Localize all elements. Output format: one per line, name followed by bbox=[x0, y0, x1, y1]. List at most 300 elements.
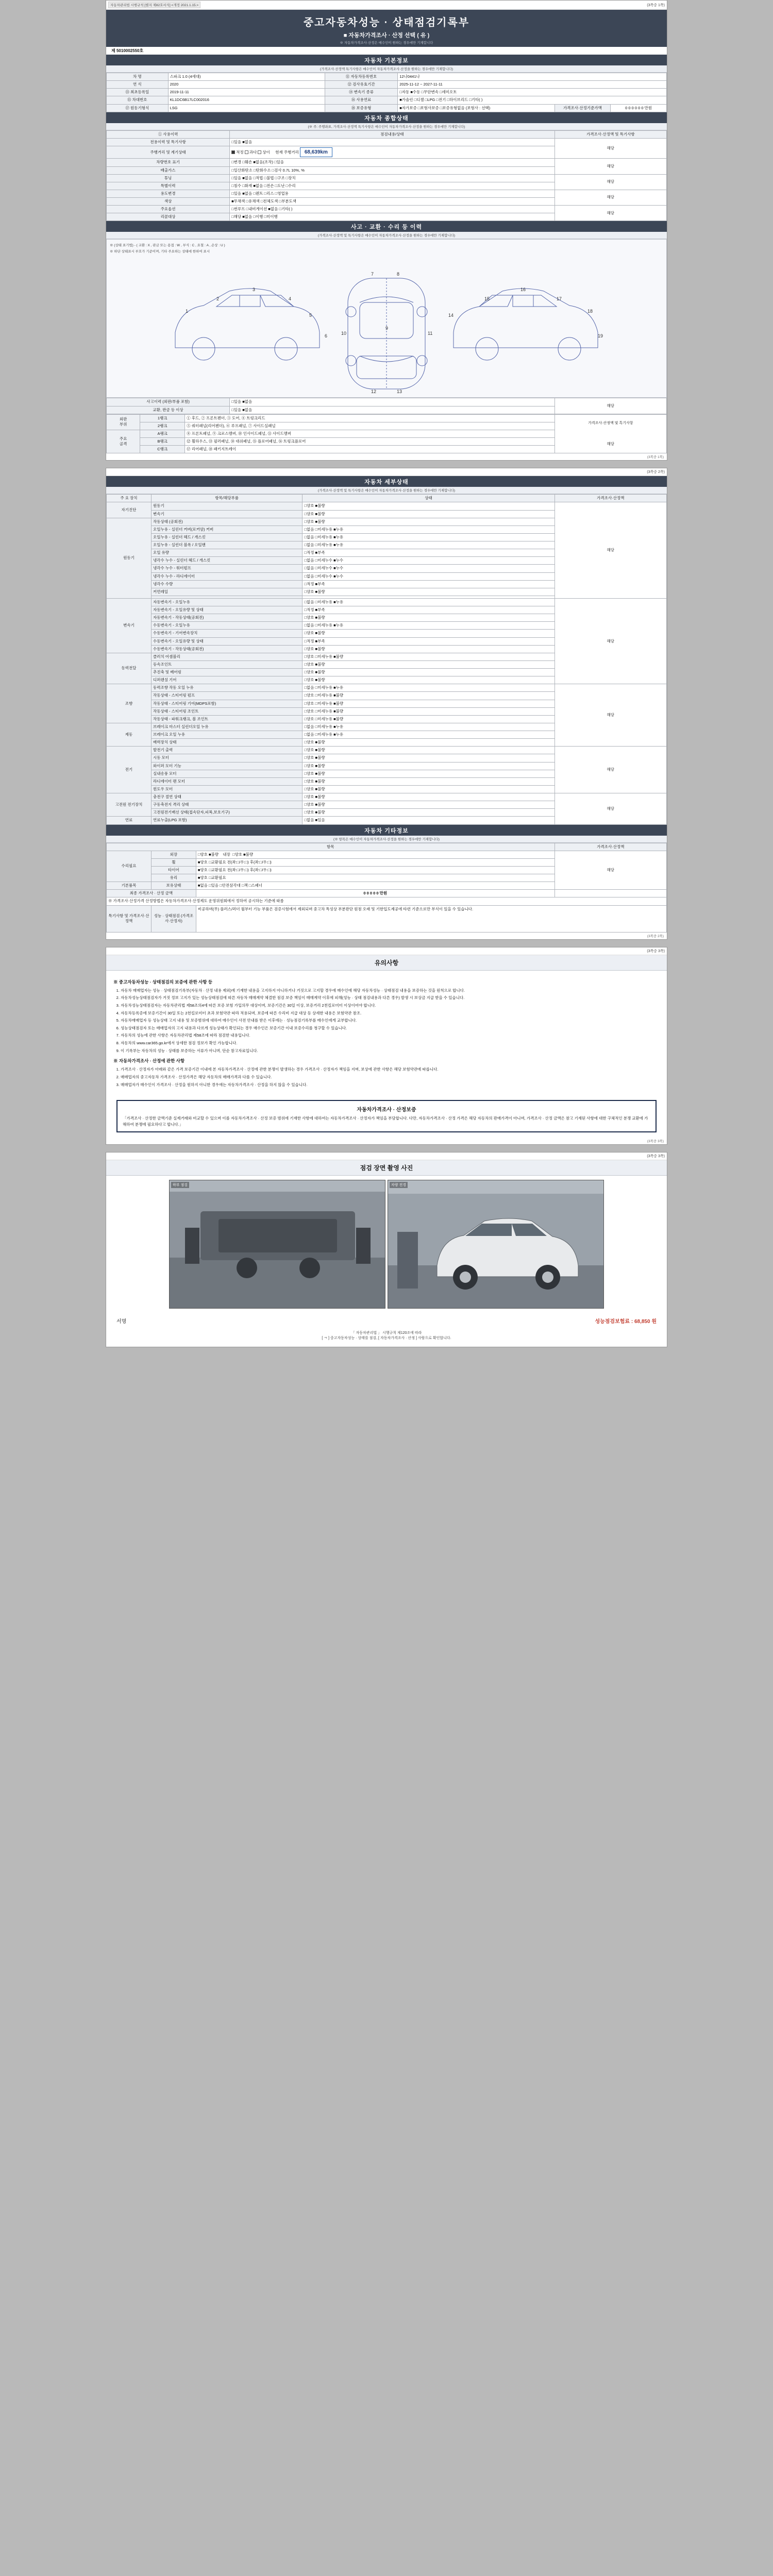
field-label: ⑱ 보증유형 bbox=[325, 104, 397, 112]
col-header: 항목 bbox=[107, 843, 555, 851]
footer-line-2: [ ㅋ ] 중고자동차성능 · 상태를 점검, [ 자동차가격조사 · 산정 ] 사람으로 확인합니다. bbox=[322, 1336, 451, 1341]
item-state: □양호 ■불량 bbox=[303, 777, 554, 785]
table-row bbox=[107, 502, 667, 510]
item-label: 오일누유 - 실린더 커버(로커암) 커버 bbox=[151, 526, 302, 533]
page2-header-strip bbox=[106, 468, 667, 476]
signature-label: 서명 bbox=[116, 1318, 127, 1325]
parts-note-header: 가격조사·산정액 및 특기사항 bbox=[588, 421, 633, 426]
group-label: 외판 부위 bbox=[107, 414, 140, 430]
field-value: LSG bbox=[168, 104, 325, 112]
row-label: 용도변경 bbox=[107, 190, 230, 197]
rank-label: C랭크 bbox=[140, 446, 185, 453]
item-state: □양호 ■불량 bbox=[303, 809, 554, 817]
item-state: □양호 □미세누유 ■불량 bbox=[303, 692, 554, 700]
rank-label: A랭크 bbox=[140, 430, 185, 437]
page2-footer: (3쪽중 2쪽) bbox=[647, 934, 664, 938]
item-label: 원동기 bbox=[151, 502, 302, 510]
guarantee-text: 「가격조사 · 산정한 금액기준 실제거래와 비교할 수 있으며 이를 자동차가격조사 · 산정 보증 범위에 기재한 사항에 대하여는 자동차가격조사 · 산정자가 책임을 부담합니다. 다만, 자동차가격조사 · 산정 가격은 해당 자동차의 판매가격이 아니며, 가격조사 · 산정 금액은 참고 기재된 사항에 대한 구체적인 분쟁 교환에 가해하여 분쟁에 필요하다고 합니다.」 bbox=[123, 1116, 648, 1127]
item-state: □양호 ■불량 bbox=[303, 739, 554, 747]
overall-table bbox=[106, 130, 667, 222]
item-label: 고전원전기배선 상태(접속단자,피복,보호기구) bbox=[151, 809, 302, 817]
row-note: 해당 bbox=[554, 398, 666, 414]
etc-exterior-value: □양호 ■불량 bbox=[197, 852, 219, 857]
item-label: 작동상태 - 스티어링 기어(MDPS포함) bbox=[151, 700, 302, 707]
item-state: □없음 □미세누유 ■누유 bbox=[303, 723, 554, 731]
field-value: 0 0 0 0 0 0 만원 bbox=[611, 104, 667, 112]
table-row bbox=[107, 81, 667, 89]
item-state: □없음 □미세누유 ■누유 bbox=[303, 684, 554, 692]
photo-label: 차량 전경 bbox=[390, 1182, 408, 1188]
etc-interior-label: 내장 bbox=[223, 852, 230, 857]
list-item: 1. 자동차 매매업자는 성능 · 상태점검기록부(자동차 · 산정 내용 제외)에 기재한 내용을 고지하지 아니하거나 거짓으로 고지할 경우에 매수인에 해당 자동차성능 · 상태점검 내용을 보증하는 것을 원칙으로 합니다. bbox=[121, 988, 660, 994]
item-state: □양호 ■불량 bbox=[303, 510, 554, 518]
item-state: ■없음 □있음 □안전삼각대 □잭 □스패너 bbox=[196, 882, 554, 890]
row-note: 해당 bbox=[554, 206, 666, 221]
page3-number: (3쪽중 3쪽) bbox=[647, 949, 665, 953]
item-state: □양호 ■불량 bbox=[303, 801, 554, 809]
group-label: 수리필요 bbox=[107, 851, 152, 882]
col-header: 주 요 장치 bbox=[107, 495, 152, 502]
item-label: 냉각수 누수 - 워터펌프 bbox=[151, 565, 302, 572]
row-label: 전용이력 및 특기사항 bbox=[107, 138, 230, 146]
item-state: □없음 ■있음 bbox=[303, 817, 554, 824]
field-value: 스파크 1.0 (4세대) bbox=[168, 73, 325, 81]
item-label: 배력장치 상태 bbox=[151, 739, 302, 747]
item-label: 작동상태 - 스티어링 펌프 bbox=[151, 692, 302, 700]
document-number-value: 5010002550호 bbox=[116, 48, 144, 53]
notice-list-1 bbox=[121, 988, 660, 1054]
item-state: □없음 □미세누유 ■누유 bbox=[303, 526, 554, 533]
table-row bbox=[107, 138, 667, 146]
item-state: □양호 □미세누유 ■불량 bbox=[303, 715, 554, 723]
parts-rank-table bbox=[106, 414, 667, 454]
col-header: 가격조사·산정액 및 특기사항 bbox=[554, 130, 666, 138]
car-diagram-svg bbox=[155, 255, 618, 394]
inspection-fee bbox=[595, 1317, 657, 1325]
notice-section2-title: ※ 자동차가격조사 · 산정에 관한 사항 bbox=[113, 1058, 185, 1064]
group-label: 변속기 bbox=[107, 598, 152, 653]
section-basic-info-subheader: (가격조사·산정액 특기사항은 매수인이 자동차가격조사·산정을 원하는 경우에만 기재합니다) bbox=[106, 65, 667, 73]
page-number: (3쪽중 1쪽) bbox=[647, 3, 665, 7]
item-label: 라디에이터 팬 모터 bbox=[151, 777, 302, 785]
item-label: 구동축전지 격리 상태 bbox=[151, 801, 302, 809]
group-note: 해당 bbox=[554, 747, 666, 793]
row-note: 해당 bbox=[554, 190, 666, 205]
footer-line-1: 「 자동차관리법 」 시행규칙 제120조에 따라 bbox=[351, 1331, 422, 1335]
table-row bbox=[107, 905, 667, 932]
total-value: 0 0 0 0 0 만원 bbox=[196, 890, 554, 897]
group-label: 제동 bbox=[107, 723, 152, 746]
row-label: 차량번호 표기 bbox=[107, 159, 230, 166]
group-label: 자기진단 bbox=[107, 502, 152, 518]
item-label: 충전구 절연 상태 bbox=[151, 793, 302, 801]
group-label: 전기 bbox=[107, 747, 152, 793]
item-label: 휠 bbox=[151, 858, 196, 866]
field-label: ⑰ 원동기형식 bbox=[107, 104, 169, 112]
section-detail-subheader: (가격조사·산정액 및 특기사항은 매수인이 자동차가격조사·산정을 원하는 경우에만 기재합니다) bbox=[106, 487, 667, 494]
svg-text:15: 15 bbox=[484, 296, 490, 302]
photo-grid bbox=[106, 1176, 667, 1313]
col-header: 항목/해당부품 bbox=[151, 495, 302, 502]
row-content: □썬루프 □내비게이션 ■없음 □기타( ) bbox=[230, 206, 554, 213]
item-state: ■양호 □교환필요 bbox=[196, 874, 554, 882]
item-label: 등속조인트 bbox=[151, 660, 302, 668]
svg-text:5: 5 bbox=[309, 313, 312, 318]
parts-note bbox=[554, 414, 666, 453]
row-content: □침수 □화재 ■없음 □전손 □도난 □수리 bbox=[230, 182, 554, 190]
field-value: 2025-11-12 ~ 2027-11-11 bbox=[398, 81, 667, 89]
table-row bbox=[107, 684, 667, 692]
section-accident-header: 사고 · 교환 · 수리 등 이력 bbox=[106, 221, 667, 232]
row-content: □일산화탄소 □탄화수소 □검사 0.7L 10%, % bbox=[230, 166, 554, 174]
section-accident-subheader: (가격조사·산정액 및 특기사항은 매수인이 자동차가격조사·산정을 원하는 경우에만 기재합니다) bbox=[106, 232, 667, 239]
special-text: 비공하며(무) 플러스/퍼더 월부터 기능 부품은 검증시험에서 제외되며 중고차 특성상 부분판단 원점 오래 및 기한입도제공에 타련 기준으로만 부식이 있을 수 있습니다. bbox=[196, 905, 666, 932]
svg-text:12: 12 bbox=[371, 389, 377, 395]
field-label: 차 명 bbox=[107, 73, 169, 81]
document-number bbox=[106, 47, 667, 55]
item-state: □없음 □미세누수 ■누수 bbox=[303, 565, 554, 572]
notice-section1-title: ※ 중고자동차성능 · 상태점검의 보증에 관한 사항 등 bbox=[113, 979, 213, 985]
list-item: 2. 매매업자의 중고자동차 가격조사 · 산정가격은 해당 자동차의 매매가격과 다를 수 있습니다. bbox=[121, 1074, 660, 1080]
basic-info-table bbox=[106, 73, 667, 112]
group-label: 원동기 bbox=[107, 518, 152, 598]
inspection-photo[interactable] bbox=[169, 1180, 385, 1309]
item-label: 와이퍼 모터 기능 bbox=[151, 762, 302, 770]
item-state: □양호 ■불량 bbox=[303, 770, 554, 777]
row-note: 해당 bbox=[554, 138, 666, 159]
svg-text:10: 10 bbox=[341, 331, 347, 336]
svg-text:17: 17 bbox=[557, 296, 562, 302]
svg-text:9: 9 bbox=[385, 326, 389, 331]
item-label: 수동변속기 - 기어변속장치 bbox=[151, 630, 302, 637]
table-row bbox=[107, 414, 667, 422]
section-basic-info-header: 자동차 기본정보 bbox=[106, 55, 667, 65]
page-footer: (3쪽중 1쪽) bbox=[647, 455, 664, 460]
group-label: 동력전달 bbox=[107, 653, 152, 684]
photos-title: 점검 장면 촬영 사진 bbox=[106, 1160, 667, 1176]
col-header: 가격조사·산정액 bbox=[554, 495, 666, 502]
field-value: 12나0441나 bbox=[398, 73, 667, 81]
photo-label: 하부 점검 bbox=[171, 1182, 189, 1188]
table-row bbox=[107, 851, 667, 858]
list-item: 4. 자동차등록증에 보증기간이 30일 또는 2천킬로미터 초과 보험약관 따라 적용되며, 보증에 따른 수리비 지급 대상 등 상세한 내용은 보험약관 참조. bbox=[121, 1010, 660, 1016]
item-state: □없음 □미세누유 ■누유 bbox=[303, 598, 554, 606]
item-label: 브레이크 오일 누유 bbox=[151, 731, 302, 739]
section-etc-subheader: (※ 항목은 매수인이 자동차가격조사·산정을 원하는 경우에만 기재합니다) bbox=[106, 836, 667, 843]
item-label: 시동 모터 bbox=[151, 754, 302, 762]
field-label: 연 식 bbox=[107, 81, 169, 89]
item-state: ■양호 □교환필요 전(좌:□/우:□) 후(좌:□/우:□) bbox=[196, 858, 554, 866]
svg-text:8: 8 bbox=[397, 272, 400, 277]
document-footer bbox=[106, 1329, 667, 1347]
row-note: 해당 bbox=[554, 159, 666, 174]
rank-items: ① 후드, ② 프론트펜더, ③ 도어, ④ 트렁크리드 bbox=[185, 414, 554, 422]
notice-title: 유의사항 bbox=[106, 955, 667, 971]
field-value: ■자가보증 □보험사보증 □보증유형없음 (보험사 : 선택) bbox=[398, 104, 554, 112]
col-header: 점검내용/상태 bbox=[230, 130, 554, 138]
item-state: □양호 ■불량 bbox=[303, 588, 554, 596]
row-label: 특별이력 bbox=[107, 182, 230, 190]
list-item: 6. 성능상태점검자 또는 매매업자의 고지 내용과 다르게 성능상태가 확인되는 경우 매수인은 보증기간 이내 보증수리를 청구할 수 있습니다. bbox=[121, 1025, 660, 1031]
page4-number: (3쪽중 3쪽) bbox=[647, 1154, 665, 1158]
group-label: 고전원 전기장치 bbox=[107, 793, 152, 817]
inspection-photo[interactable] bbox=[388, 1180, 604, 1309]
item-state: □없음 □미세누수 ■누수 bbox=[303, 572, 554, 580]
page-subtitle-note: ※ 자동차가격조사·산정은 매수인이 원하는 경우에만 기재합니다 bbox=[340, 41, 433, 45]
item-state: □양호 ■불량 bbox=[303, 747, 554, 754]
svg-text:13: 13 bbox=[397, 389, 402, 395]
form-reference: 자동차관리법 시행규칙 [별지 제82호서식] <개정 2021.1.15.> bbox=[108, 2, 200, 8]
table-row bbox=[107, 174, 667, 182]
list-item: 7. 자동차의 성능에 관한 사항은 자동차관리법 제58조에 따라 점검한 내용입니다. bbox=[121, 1032, 660, 1039]
list-item: 3. 매매업자가 매수인이 가격조사 · 산정을 원하지 아니한 경우에는 자동차가격조사 · 산정을 하지 않을 수 있습니다. bbox=[121, 1082, 660, 1088]
page-header-strip bbox=[106, 1, 667, 10]
field-value: □자동 ■수동 □무단변속 □세미오토 bbox=[398, 89, 667, 96]
table-row bbox=[107, 96, 667, 104]
item-state: □적정 ■부족 bbox=[303, 637, 554, 645]
item-label: 수동변속기 - 작동상태(공회전) bbox=[151, 645, 302, 653]
row-label: 주행거리 및 계기상태 bbox=[107, 146, 230, 159]
page3-footer: (3쪽중 3쪽) bbox=[647, 1139, 664, 1143]
item-state: □없음 □미세누수 ■누수 bbox=[303, 557, 554, 565]
svg-text:4: 4 bbox=[289, 296, 292, 302]
special-sub-label: 성능 · 상태점검 (가격조사·산정자) bbox=[151, 905, 196, 932]
group-label: 조향 bbox=[107, 684, 152, 723]
row-content: □있음 ■없음 □렌트 □리스 □영업용 bbox=[230, 190, 554, 197]
table-header-row bbox=[107, 843, 667, 851]
field-label: ⑬ 최초등록일 bbox=[107, 89, 169, 96]
field-value: 2020 bbox=[168, 81, 325, 89]
col-header: 상태 bbox=[303, 495, 554, 502]
fee-label: 성능점검보험료 : bbox=[595, 1318, 633, 1325]
diagram-legend-2: ※ 하단 상태표시 부호가 기준이며, 기타 주요하는 상태에 한하여 표시 bbox=[110, 250, 210, 254]
table-row bbox=[107, 793, 667, 801]
etc-interior-value: □양호 ■불량 bbox=[232, 852, 254, 857]
section-overall-subheader: (※ 주: 주행좌표, 가격조사·산정액 특기사항은 매수인이 자동차가격조사·산정을 원하는 경우에만 기재합니다) bbox=[106, 123, 667, 130]
fee-value: 68,850 원 bbox=[634, 1318, 657, 1325]
item-state: □양호 ■불량 bbox=[303, 518, 554, 526]
item-label: 실내송풍 모터 bbox=[151, 770, 302, 777]
item-state: □양호 ■불량 bbox=[303, 645, 554, 653]
section-overall-header: 자동차 종합상태 bbox=[106, 112, 667, 123]
row-label: 교환, 판금 등 이상 bbox=[107, 406, 230, 414]
item-state: □양호 ■불량 bbox=[303, 630, 554, 637]
item-state: □양호 ■불량 bbox=[303, 660, 554, 668]
list-item: 8. 자동차의 www.car365.go.kr에서 상세한 점검 정보가 확인 가능합니다. bbox=[121, 1040, 660, 1046]
row-content: □변경 □훼손 ■없음(조작) □있음 bbox=[230, 159, 554, 166]
total-label: 최종 가격조사 · 산정 금액 bbox=[107, 890, 196, 897]
svg-text:14: 14 bbox=[448, 313, 454, 318]
item-label: 추진축 및 베어링 bbox=[151, 669, 302, 676]
row-label: 주요옵션 bbox=[107, 206, 230, 213]
etc-note: 해당 bbox=[554, 851, 666, 890]
row-label: 배출가스 bbox=[107, 166, 230, 174]
field-label: ⑯ 사용연료 bbox=[325, 96, 397, 104]
item-state: □양호 ■불량 bbox=[303, 614, 554, 622]
item-label: 오일 유량 bbox=[151, 549, 302, 557]
title-block bbox=[106, 10, 667, 47]
rank-label: 1랭크 bbox=[140, 414, 185, 422]
table-row bbox=[107, 159, 667, 166]
field-value: 2019-11-11 bbox=[168, 89, 325, 96]
row-content: □있음 ■없음 bbox=[230, 138, 554, 146]
item-state: □없음 □미세누유 ■누유 bbox=[303, 541, 554, 549]
svg-text:6: 6 bbox=[325, 333, 328, 339]
detail-state-table bbox=[106, 494, 667, 824]
svg-text:18: 18 bbox=[587, 309, 593, 314]
item-state: □양호 ■불량 bbox=[303, 754, 554, 762]
item-label: 타이어 bbox=[151, 866, 196, 874]
total-note: ※ 가격조사·산정가격 산정방법은 자동차가격조사·산정제도 운영위원회에서 정하여 공시하는 기준에 따름 bbox=[107, 897, 667, 905]
item-state: □없음 □미세누유 ■누유 bbox=[303, 731, 554, 739]
special-label: 특기사항 및 가격조사·산정액 bbox=[107, 905, 152, 932]
group-label: 연료 bbox=[107, 817, 152, 824]
rank-items: ⑫ 휠하우스, ⑬ 필러패널, ⑭ 대쉬패널, ⑮ 플로어패널, ⑯ 트렁크플로어 bbox=[185, 438, 554, 446]
table-header-row bbox=[107, 495, 667, 502]
item-label: 유리 bbox=[151, 874, 196, 882]
page4-header-strip bbox=[106, 1153, 667, 1160]
item-label: 보유상태 bbox=[151, 882, 196, 890]
item-label: 냉각수 누수 - 라디에이터 bbox=[151, 572, 302, 580]
field-value: ■가솔린 □디젤 □LPG □전기 □하이브리드 □기타( ) bbox=[398, 96, 667, 104]
item-state: □양호 ■불량 bbox=[303, 762, 554, 770]
item-label: 외장 bbox=[151, 851, 196, 858]
item-label: 자동변속기 - 작동상태(공회전) bbox=[151, 614, 302, 622]
item-label: 윈도우 모터 bbox=[151, 785, 302, 793]
page-subtitle: ■ 자동차가격조사 · 산정 선택 ( 유 ) bbox=[343, 32, 430, 39]
item-state: □적정 ■부족 bbox=[303, 606, 554, 614]
col-header: ① 사용이력 bbox=[107, 130, 230, 138]
total-note-cell bbox=[554, 890, 666, 897]
photo-vehicle-graphic bbox=[388, 1180, 604, 1309]
group-label: 주요 골격 bbox=[107, 430, 140, 453]
page-3 bbox=[106, 947, 667, 1145]
table-row bbox=[107, 890, 667, 897]
section-detail-header: 자동차 세부상태 bbox=[106, 476, 667, 487]
item-label: 자동변속기 - 오일누유 bbox=[151, 598, 302, 606]
svg-text:19: 19 bbox=[598, 333, 603, 339]
item-label: 동력조향 작동 오일 누유 bbox=[151, 684, 302, 692]
parts-note-value: 해당 bbox=[607, 441, 615, 446]
svg-text:2: 2 bbox=[216, 296, 220, 302]
row-content: □있음 ■없음 bbox=[230, 398, 554, 406]
page-1 bbox=[106, 0, 667, 461]
item-state: □적정 ■부족 bbox=[303, 580, 554, 588]
item-label: 수동변속기 - 오일누유 bbox=[151, 622, 302, 630]
field-label: ⑭ 변속기 종류 bbox=[325, 89, 397, 96]
item-label: 커먼레일 bbox=[151, 588, 302, 596]
field-value: KL1DC6B17LC002016 bbox=[168, 96, 325, 104]
item-state: ■양호 □교환필요 전(좌:□/우:□) 후(좌:□/우:□) bbox=[196, 866, 554, 874]
item-label: 브레이크 마스터 실린더오일 누유 bbox=[151, 723, 302, 731]
field-label: 가격조사·산정기준가액 bbox=[554, 104, 611, 112]
etc-table bbox=[106, 843, 667, 933]
list-item: 1. 가격조사 · 산정자가 아래와 같은 가격 보증기간 이내에 본 자동차가격조사 · 산정에 관한 분쟁이 발생하는 경우 가격조사 · 산정자가 책임을 지며, 보상에 관한 사항은 해당 보험약관에 따릅니다. bbox=[121, 1066, 660, 1073]
rank-label: B랭크 bbox=[140, 438, 185, 446]
table-header-row bbox=[107, 130, 667, 138]
field-label: ⑪ 자동차등록번호 bbox=[325, 73, 397, 81]
item-label: 작동상태 - 파워크랭크, 볼 조인트 bbox=[151, 715, 302, 723]
car-diagram-area bbox=[106, 239, 667, 398]
row-content: 적정 과다 상이 현재 주행거리 68,639km bbox=[230, 146, 554, 159]
page-2 bbox=[106, 468, 667, 939]
diagram-legend-1: ※ (상태 표기법) - ( 교환 : X , 판금 또는 용접 : W , 부식 : C , 요철 : A , 손상 : U ) bbox=[110, 244, 225, 248]
document-number-label: 제 bbox=[111, 48, 115, 53]
svg-text:11: 11 bbox=[428, 331, 433, 336]
table-row bbox=[107, 104, 667, 112]
page-title: 중고자동차성능 · 상태점검기록부 bbox=[303, 17, 470, 28]
group-note: 해당 bbox=[554, 684, 666, 747]
list-item: 9. 이 기록부는 자동차의 성능 · 상태를 보증하는 서류가 아니며, 단순 참고자료입니다. bbox=[121, 1048, 660, 1054]
guarantee-title: 자동차가격조사 · 산정보증 bbox=[357, 1107, 416, 1113]
item-state: □양호 ■불량 bbox=[303, 676, 554, 684]
page3-header-strip bbox=[106, 947, 667, 955]
item-label: 연료누출(LPG 포함) bbox=[151, 817, 302, 824]
row-content: ■무채색 □유채색 □전체도색 □부분도색 bbox=[230, 198, 554, 206]
item-state: □양호 ■불량 bbox=[303, 669, 554, 676]
item-label: 자동변속기 - 오일유량 및 상태 bbox=[151, 606, 302, 614]
item-state bbox=[196, 851, 554, 858]
item-state: □없음 □미세누유 ■누유 bbox=[303, 533, 554, 541]
mileage-value: 68,639km bbox=[300, 147, 332, 158]
item-state: □양호 □미세누유 ■불량 bbox=[303, 653, 554, 660]
svg-text:7: 7 bbox=[371, 272, 374, 277]
svg-text:3: 3 bbox=[253, 287, 256, 293]
item-state: □양호 ■불량 bbox=[303, 785, 554, 793]
row-label: 튜닝 bbox=[107, 174, 230, 182]
group-note: 해당 bbox=[554, 793, 666, 825]
item-label: 냉각수 누수 - 실린더 헤드 / 개스킷 bbox=[151, 557, 302, 565]
rank-items: ⑧ 프론트패널, ⑨ 크로스멤버, ⑩ 인사이드패널, ⑪ 사이드멤버 bbox=[185, 430, 554, 437]
table-row bbox=[107, 73, 667, 81]
item-state: □양호 □미세누유 ■불량 bbox=[303, 700, 554, 707]
photo-underbody-graphic bbox=[170, 1180, 385, 1309]
rank-items: ⑰ 리어패널, ⑱ 패키지트레이 bbox=[185, 446, 554, 453]
item-state: □양호 □미세누유 ■불량 bbox=[303, 707, 554, 715]
field-label: ⑫ 검사유효기간 bbox=[325, 81, 397, 89]
item-label: 변속기 bbox=[151, 510, 302, 518]
list-item: 2. 자동차성능상태점검자가 거짓 정보 고지가 있는 성능상태점검에 따른 자동차 매매계약 체결한 점검 보증 책임이 매매계약 이후에 피해(성능 · 상태 점검내용과 다른 경우) 발생 시 보상금 지급 받을 수 있습니다. bbox=[121, 995, 660, 1001]
table-row bbox=[107, 206, 667, 213]
list-item: 3. 자동차성능상태점검자는 자동차관리법 제58조의4에 따른 보증 보험 가입의무 대상이며, 보증기간은 30일 이상, 보증거리 2천킬로미터 이상이어야 합니다. bbox=[121, 1003, 660, 1009]
page2-number: (3쪽중 2쪽) bbox=[647, 470, 665, 474]
rank-label: 2랭크 bbox=[140, 422, 185, 430]
svg-text:1: 1 bbox=[186, 309, 189, 314]
table-row bbox=[107, 190, 667, 197]
item-label: 발전기 출력 bbox=[151, 747, 302, 754]
notice-list-2 bbox=[121, 1066, 660, 1088]
section-etc-header: 자동차 기타정보 bbox=[106, 825, 667, 836]
list-item: 5. 자동차매매업자 등 성능상태 고지 내용 및 보증범위에 대하여 매수인이 사전 안내를 받은 이후에는 · 성능점검기록부를 매수인에게 교부합니다. bbox=[121, 1018, 660, 1024]
item-label: 작동상태 - 스티어링 조인트 bbox=[151, 707, 302, 715]
item-label: 오일누유 - 실린더 헤드 / 개스킷 bbox=[151, 533, 302, 541]
item-label: 오일누유 - 실린더 블록 / 오일팬 bbox=[151, 541, 302, 549]
notice-body bbox=[106, 971, 667, 1095]
guarantee-box bbox=[116, 1100, 657, 1132]
row-label: 사고이력 (외판/부품 포함) bbox=[107, 398, 230, 406]
row-content: □있음 ■없음 bbox=[230, 406, 554, 414]
svg-text:16: 16 bbox=[520, 287, 526, 293]
table-row bbox=[107, 598, 667, 606]
rank-items: ⑤ 쿼터패널(리어펜더), ⑥ 루프패널, ⑦ 사이드실패널 bbox=[185, 422, 554, 430]
row-content: □해당 ■없음 □이행 □미이행 bbox=[230, 213, 554, 221]
row-note: 해당 bbox=[554, 174, 666, 190]
item-label: 디퍼렌셜 기어 bbox=[151, 676, 302, 684]
item-label: 냉각수 수량 bbox=[151, 580, 302, 588]
accident-history-table bbox=[106, 398, 667, 414]
signature-row bbox=[106, 1313, 667, 1329]
field-label: ⑮ 차대번호 bbox=[107, 96, 169, 104]
